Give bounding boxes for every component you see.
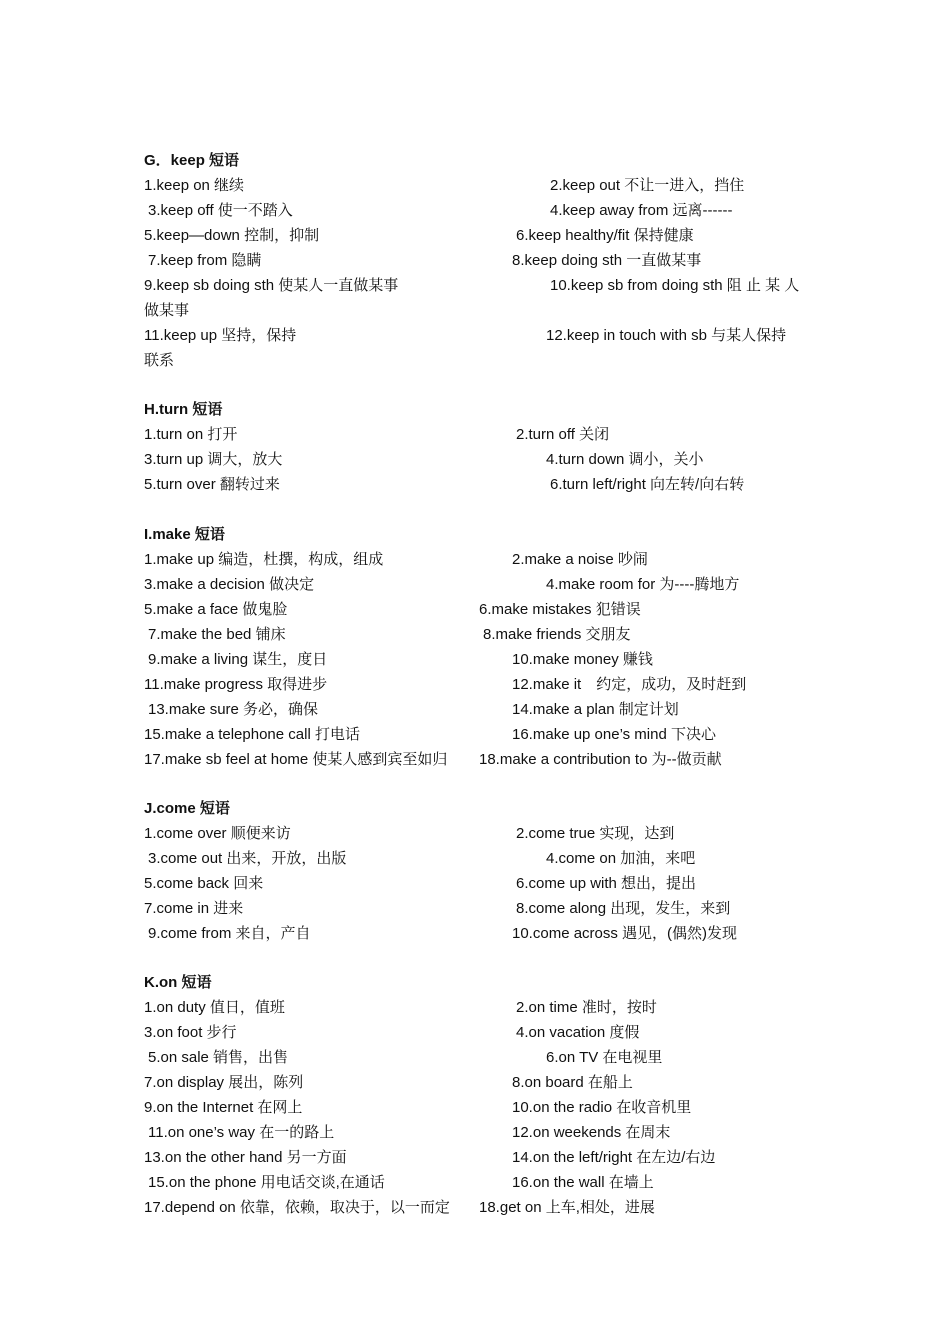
phrase-item: 17.depend on 依靠，依赖，取决于，以一而定	[144, 1199, 450, 1216]
phrase-item: 3.turn up 调大，放大	[144, 451, 283, 468]
phrase-item: 8.keep doing sth 一直做某事	[512, 252, 702, 269]
phrase-item: 4.turn down 调小，关小	[546, 451, 704, 468]
phrase-item: 14.make a plan 制定计划	[512, 701, 679, 718]
phrase-item: 2.come true 实现，达到	[516, 825, 675, 842]
phrase-item: 18.make a contribution to 为--做贡献	[479, 751, 722, 768]
phrase-item: 6.make mistakes 犯错误	[479, 601, 641, 618]
phrase-item: 13.on the other hand 另一方面	[144, 1149, 347, 1166]
phrase-item: 6.come up with 想出，提出	[516, 875, 697, 892]
phrase-item: 1.make up 编造，杜撰，构成，组成	[144, 551, 384, 568]
phrase-item: 7.make the bed 铺床	[148, 626, 286, 643]
phrase-item: 4.come on 加油，来吧	[546, 850, 696, 867]
phrase-item: 10.come across 遇见，(偶然)发现	[512, 925, 738, 942]
phrase-item: 13.make sure 务必，确保	[148, 701, 319, 718]
phrase-item: 6.keep healthy/fit 保持健康	[516, 227, 694, 244]
section-heading-make: I.make 短语	[144, 526, 225, 543]
phrase-item: 12.make it 约定，成功，及时赶到	[512, 676, 747, 693]
phrase-item: 16.make up one’s mind 下决心	[512, 726, 716, 743]
phrase-item-continued: 做某事	[144, 302, 190, 319]
phrase-item: 4.make room for 为----腾地方	[546, 576, 740, 593]
phrase-item: 2.turn off 关闭	[516, 426, 610, 443]
phrase-item: 9.on the Internet 在网上	[144, 1099, 303, 1116]
phrase-item: 6.on TV 在电视里	[546, 1049, 663, 1066]
phrase-item: 8.come along 出现，发生，来到	[516, 900, 731, 917]
phrase-item: 3.come out 出来，开放，出版	[148, 850, 347, 867]
phrase-item: 10.keep sb from doing sth 阻 止 某 人	[550, 277, 800, 294]
phrase-item: 12.keep in touch with sb 与某人保持	[546, 327, 787, 344]
phrase-item: 8.make friends 交朋友	[483, 626, 631, 643]
phrase-item: 1.keep on 继续	[144, 177, 245, 194]
phrase-item: 12.on weekends 在周末	[512, 1124, 671, 1141]
phrase-item: 2.make a noise 吵闹	[512, 551, 648, 568]
section-heading-keep: G．keep 短语	[144, 152, 240, 169]
phrase-item: 9.come from 来自，产自	[148, 925, 311, 942]
phrase-item: 7.keep from 隐瞒	[148, 252, 262, 269]
phrase-item: 4.keep away from 远离------	[550, 202, 733, 219]
phrase-item: 9.keep sb doing sth 使某人一直做某事	[144, 277, 399, 294]
phrase-item: 5.keep—down 控制，抑制	[144, 227, 320, 244]
phrase-item: 4.on vacation 度假	[516, 1024, 640, 1041]
phrase-item: 11.make progress 取得进步	[144, 676, 328, 693]
phrase-item: 1.come over 顺便来访	[144, 825, 291, 842]
phrase-item: 10.on the radio 在收音机里	[512, 1099, 692, 1116]
phrase-item: 2.on time 准时，按时	[516, 999, 657, 1016]
phrase-item: 15.on the phone 用电话交谈,在通话	[148, 1174, 385, 1191]
section-heading-on: K.on 短语	[144, 974, 212, 991]
phrase-item: 5.make a face 做鬼脸	[144, 601, 288, 618]
phrase-item: 1.on duty 值日，值班	[144, 999, 285, 1016]
phrase-item: 11.on one’s way 在一的路上	[148, 1124, 335, 1141]
phrase-item: 9.make a living 谋生，度日	[148, 651, 328, 668]
phrase-item: 16.on the wall 在墙上	[512, 1174, 654, 1191]
phrase-item-continued: 联系	[144, 352, 175, 369]
phrase-item: 15.make a telephone call 打电话	[144, 726, 360, 743]
section-heading-turn: H.turn 短语	[144, 401, 223, 418]
phrase-item: 11.keep up 坚持，保持	[144, 327, 297, 344]
phrase-item: 3.keep off 使一不踏入	[148, 202, 293, 219]
phrase-item: 7.on display 展出，陈列	[144, 1074, 304, 1091]
phrase-item: 5.come back 回来	[144, 875, 264, 892]
phrase-item: 8.on board 在船上	[512, 1074, 633, 1091]
phrase-item: 5.turn over 翻转过来	[144, 476, 280, 493]
phrase-item: 3.on foot 步行	[144, 1024, 237, 1041]
phrase-item: 5.on sale 销售，出售	[148, 1049, 289, 1066]
phrase-item: 1.turn on 打开	[144, 426, 238, 443]
phrase-item: 3.make a decision 做决定	[144, 576, 315, 593]
phrase-item: 14.on the left/right 在左边/右边	[512, 1149, 716, 1166]
section-heading-come: J.come 短语	[144, 800, 230, 817]
phrase-item: 7.come in 进来	[144, 900, 244, 917]
phrase-item: 2.keep out 不让一进入，挡住	[550, 177, 745, 194]
phrase-item: 6.turn left/right 向左转/向右转	[550, 476, 745, 493]
phrase-item: 18.get on 上车,相处，进展	[479, 1199, 655, 1216]
phrase-item: 17.make sb feel at home 使某人感到宾至如归	[144, 751, 448, 768]
phrase-item: 10.make money 赚钱	[512, 651, 653, 668]
